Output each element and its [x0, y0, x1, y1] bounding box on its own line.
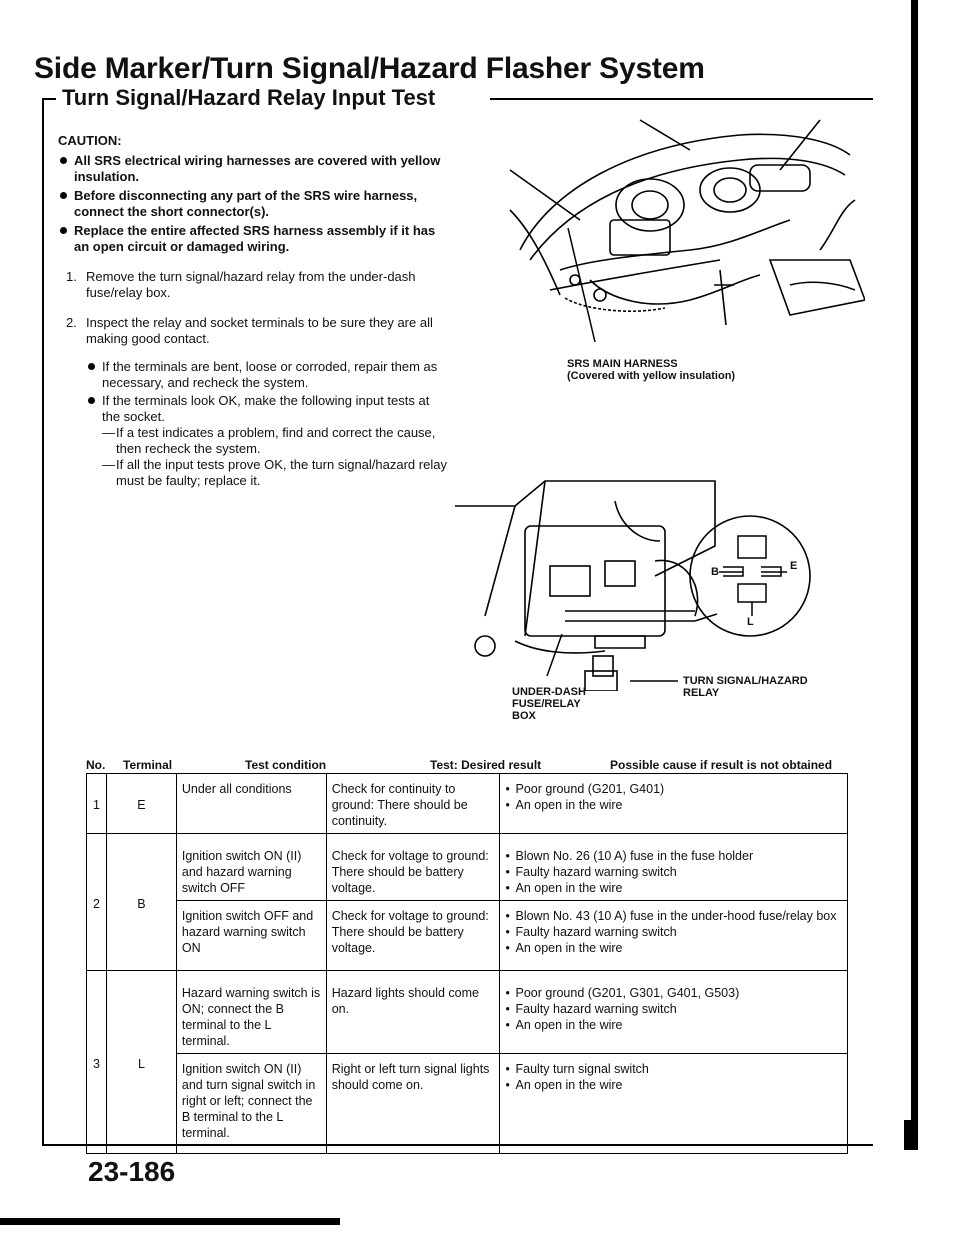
step-number: 1. — [66, 269, 77, 284]
step-2-dash-item: — If a test indicates a problem, find and correct the cause, then recheck the system. — [58, 425, 450, 457]
cell-cause — [500, 901, 848, 971]
cause-item: • Blown No. 43 (10 A) fuse in the under-hood fuse/relay box — [505, 908, 842, 924]
fuse-box-label-line: BOX — [512, 710, 536, 722]
cell-condition: Ignition switch OFF and hazard warning switch ON — [176, 901, 326, 971]
srs-harness-label-line: (Covered with yellow insulation) — [567, 370, 736, 382]
fuse-box-label — [512, 686, 586, 722]
table-row — [87, 834, 848, 901]
cause-item: • Blown No. 26 (10 A) fuse in the fuse holder — [505, 848, 842, 864]
cause-item: • Faulty hazard warning switch — [505, 864, 842, 880]
step-text: Remove the turn signal/hazard relay from the under-dash fuse/relay box. — [86, 269, 416, 300]
page-edge-bar — [911, 0, 918, 1150]
col-header-condition: Test condition — [245, 758, 327, 772]
step-2 — [58, 315, 450, 347]
relay-label-line: RELAY — [683, 687, 720, 699]
step-2-dash-item: — If all the input tests prove OK, the turn signal/hazard relay must be faulty; replace it. — [58, 457, 450, 489]
caution-heading: CAUTION: — [58, 133, 122, 148]
fuse-box-label-line: UNDER-DASH — [512, 686, 586, 698]
cause-item: • An open in the wire — [505, 797, 842, 813]
col-header-result: Test: Desired result — [430, 758, 542, 772]
cell-condition: Under all conditions — [176, 774, 326, 834]
frame-rule-top-left — [42, 98, 56, 100]
step-2-bullet: If the terminals look OK, make the following input tests at the socket. — [58, 393, 450, 425]
caution-item: Before disconnecting any part of the SRS wire harness, connect the short connector(s). — [58, 188, 450, 220]
cause-item: • An open in the wire — [505, 940, 842, 956]
cell-result: Right or left turn signal lights should come on. — [326, 1054, 500, 1154]
table-row — [87, 774, 848, 834]
cell-terminal: L — [106, 971, 176, 1154]
relay-label-line: TURN SIGNAL/HAZARD — [683, 675, 808, 687]
section-title: Turn Signal/Hazard Relay Input Test — [62, 85, 436, 110]
terminal-b-label: B — [711, 566, 719, 578]
instruction-column — [58, 133, 450, 489]
step-number: 2. — [66, 315, 77, 330]
caution-item: All SRS electrical wiring harnesses are covered with yellow insulation. — [58, 153, 450, 185]
input-test-table — [86, 773, 848, 1154]
cell-cause — [500, 774, 848, 834]
cause-item: • An open in the wire — [505, 1077, 842, 1093]
cause-item: • Poor ground (G201, G401) — [505, 781, 842, 797]
caution-item: Replace the entire affected SRS harness assembly if it has an open circuit or damaged wiring. — [58, 223, 450, 255]
table-row — [87, 1054, 848, 1154]
cause-item: • An open in the wire — [505, 1017, 842, 1033]
step-1 — [58, 269, 450, 301]
frame-rule-left — [42, 98, 44, 1146]
page-number: 23-186 — [88, 1156, 176, 1187]
terminal-e-label: E — [790, 560, 798, 572]
frame-rule-top-right — [490, 98, 873, 100]
cell-cause — [500, 1054, 848, 1154]
srs-harness-label — [567, 358, 735, 382]
cell-result: Check for voltage to ground: There should be battery voltage. — [326, 834, 500, 901]
cause-item: • Poor ground (G201, G301, G401, G503) — [505, 985, 842, 1001]
step-text: Inspect the relay and socket terminals to be sure they are all making good contact. — [86, 315, 433, 346]
cell-cause — [500, 834, 848, 901]
cause-item: • Faulty turn signal switch — [505, 1061, 842, 1077]
table-row — [87, 901, 848, 971]
cell-no: 1 — [87, 774, 107, 834]
cause-item: • An open in the wire — [505, 880, 842, 896]
cell-result: Check for continuity to ground: There should be continuity. — [326, 774, 500, 834]
srs-harness-label-line: SRS MAIN HARNESS — [567, 358, 678, 370]
cell-terminal: B — [106, 834, 176, 971]
cell-no: 3 — [87, 971, 107, 1154]
cell-result: Hazard lights should come on. — [326, 971, 500, 1054]
cell-condition: Ignition switch ON (II) and hazard warning switch OFF — [176, 834, 326, 901]
cell-condition: Hazard warning switch is ON; connect the B terminal to the L terminal. — [176, 971, 326, 1054]
cause-item: • Faulty hazard warning switch — [505, 1001, 842, 1017]
col-header-terminal: Terminal — [123, 758, 173, 772]
cell-terminal: E — [106, 774, 176, 834]
page-title: Side Marker/Turn Signal/Hazard Flasher System — [34, 52, 705, 85]
col-header-cause: Possible cause if result is not obtained — [610, 758, 833, 772]
relay-label — [683, 675, 808, 699]
cell-cause — [500, 971, 848, 1054]
page-number-rule — [0, 1218, 340, 1225]
col-header-no: No. — [86, 758, 106, 772]
fuse-box-label-line: FUSE/RELAY — [512, 698, 581, 710]
cell-result: Check for voltage to ground: There should be battery voltage. — [326, 901, 500, 971]
cell-condition: Ignition switch ON (II) and turn signal switch in right or left; connect the B terminal to the L terminal. — [176, 1054, 326, 1154]
step-2-bullet: If the terminals are bent, loose or corroded, repair them as necessary, and recheck the system. — [58, 359, 450, 391]
table-row — [87, 971, 848, 1054]
dashboard-illustration — [490, 110, 865, 355]
cause-item: • Faulty hazard warning switch — [505, 924, 842, 940]
page-edge-bar-bottom — [904, 1120, 918, 1150]
terminal-l-label: L — [747, 616, 754, 628]
fuse-box-illustration — [455, 466, 865, 691]
cell-no: 2 — [87, 834, 107, 971]
